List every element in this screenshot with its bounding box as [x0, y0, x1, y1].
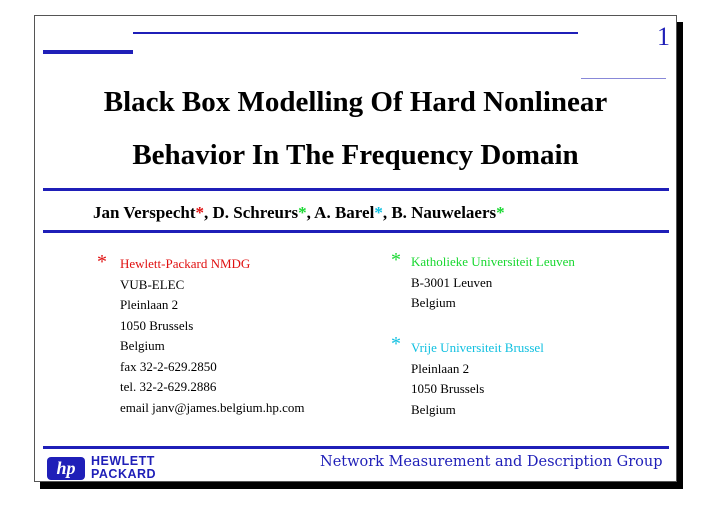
- title-line-1: Black Box Modelling Of Hard Nonlinear: [103, 86, 608, 118]
- vub-line-3: Belgium: [411, 401, 456, 417]
- author-4: , B. Nauwelaers: [382, 203, 497, 222]
- company-name: [91, 455, 156, 481]
- top-rule: [133, 32, 578, 34]
- top-right-rule: [581, 78, 666, 79]
- hp-line-2: Pleinlaan 2: [120, 297, 179, 312]
- author-2: , D. Schreurs: [203, 203, 299, 222]
- page-number: 1: [657, 22, 670, 51]
- hp-line-7: email janv@james.belgium.hp.com: [120, 399, 305, 415]
- hp-name: Hewlett-Packard NMDG: [120, 256, 251, 271]
- kul-affiliation: [411, 252, 575, 314]
- footer-rule: [43, 446, 669, 449]
- author-3: , A. Barel: [306, 203, 375, 222]
- company-line-2: PACKARD: [91, 467, 157, 481]
- company-line-1: HEWLETT: [91, 454, 155, 468]
- author-4-star: *: [496, 203, 505, 222]
- top-left-bar: [43, 50, 133, 54]
- vub-line-2: 1050 Brussels: [411, 381, 485, 396]
- author-1-star: *: [195, 203, 204, 222]
- slide: [34, 15, 677, 482]
- vub-name: Vrije Universiteit Brussel: [411, 340, 544, 355]
- authors: [93, 203, 505, 223]
- hp-line-6: tel. 32-2-629.2886: [120, 379, 217, 394]
- hp-line-4: Belgium: [120, 338, 165, 353]
- kul-line-2: Belgium: [411, 295, 456, 310]
- hp-star: *: [97, 251, 107, 273]
- kul-star: *: [391, 249, 401, 271]
- author-2-star: *: [298, 203, 307, 222]
- kul-line-1: B-3001 Leuven: [411, 274, 493, 290]
- hp-affiliation: [120, 254, 305, 418]
- title-rule: [43, 188, 669, 191]
- hp-logo-icon: hp: [47, 457, 85, 480]
- authors-rule: [43, 230, 669, 233]
- vub-affiliation: [411, 338, 544, 420]
- author-3-star: *: [374, 203, 383, 222]
- hp-line-1: VUB-ELEC: [120, 276, 185, 292]
- footer-group-name: Network Measurement and Description Group: [320, 454, 663, 470]
- vub-line-1: Pleinlaan 2: [411, 360, 470, 376]
- hp-line-5: fax 32-2-629.2850: [120, 358, 217, 374]
- title-line-2: Behavior In The Frequency Domain: [132, 139, 579, 171]
- author-1: Jan Verspecht: [93, 203, 196, 222]
- hp-line-3: 1050 Brussels: [120, 317, 194, 333]
- kul-name: Katholieke Universiteit Leuven: [411, 254, 575, 269]
- vub-star: *: [391, 333, 401, 355]
